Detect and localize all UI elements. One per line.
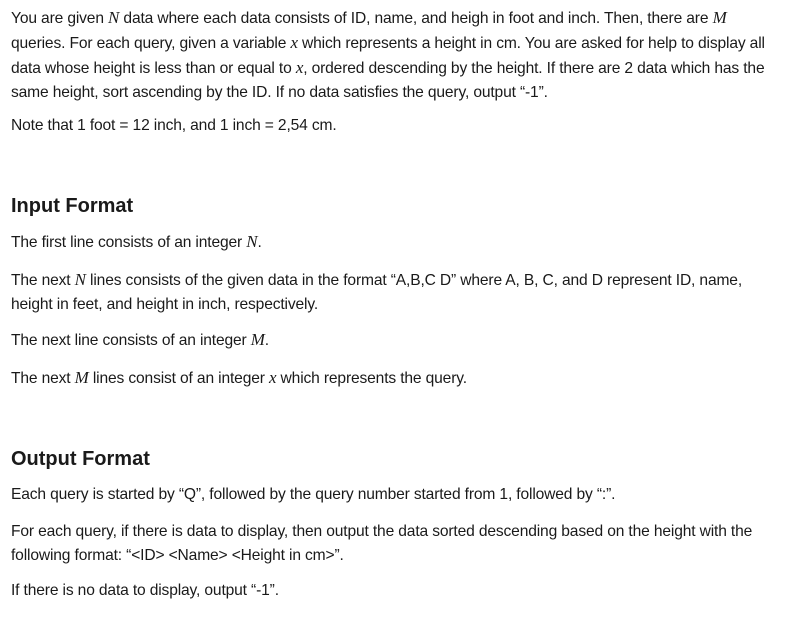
input-line-4: The next M lines consist of an integer x which represents the query. [11,368,467,387]
variable-x: x [295,58,304,77]
problem-description: You are given N data where each data consists of ID, name, and heigh in foot and inch. Then, there are M queries. For each query, given a variable x which represents a height in cm. You are asked for help to display all data whose height is less than or equal to x, ordered descending by the height. If there are 2 data which has the same height, sort ascending by the ID. If no data satisfies the query, output “-1”. [11,8,765,101]
unit-note: Note that 1 foot = 12 inch, and 1 inch = 2,54 cm. [11,117,337,134]
input-line-1: The first line consists of an integer N. [11,232,262,251]
variable-m: M [712,8,727,27]
input-line-2: The next N lines consists of the given data in the format “A,B,C D” where A, B, C, and D represent ID, name, height in feet, and height in inch, respectively. [11,270,743,313]
variable-m: M [74,368,89,387]
output-line-1: Each query is started by “Q”, followed by the query number started from 1, followed by “:”. [11,486,616,503]
input-line-3: The next line consists of an integer M. [11,330,269,349]
variable-n: N [246,232,258,251]
output-line-2: For each query, if there is data to display, then output the data sorted descending based on the height with the following format: “<ID> <Name> <Height in cm>”. [11,523,753,564]
variable-n: N [74,270,86,289]
variable-x: x [290,33,298,52]
variable-m: M [250,330,265,349]
variable-x: x [268,368,277,387]
output-line-3: If there is no data to display, output “-1”. [11,582,279,599]
output-format-heading: Output Format [11,448,150,470]
variable-n: N [108,8,120,27]
input-format-heading: Input Format [11,195,134,217]
